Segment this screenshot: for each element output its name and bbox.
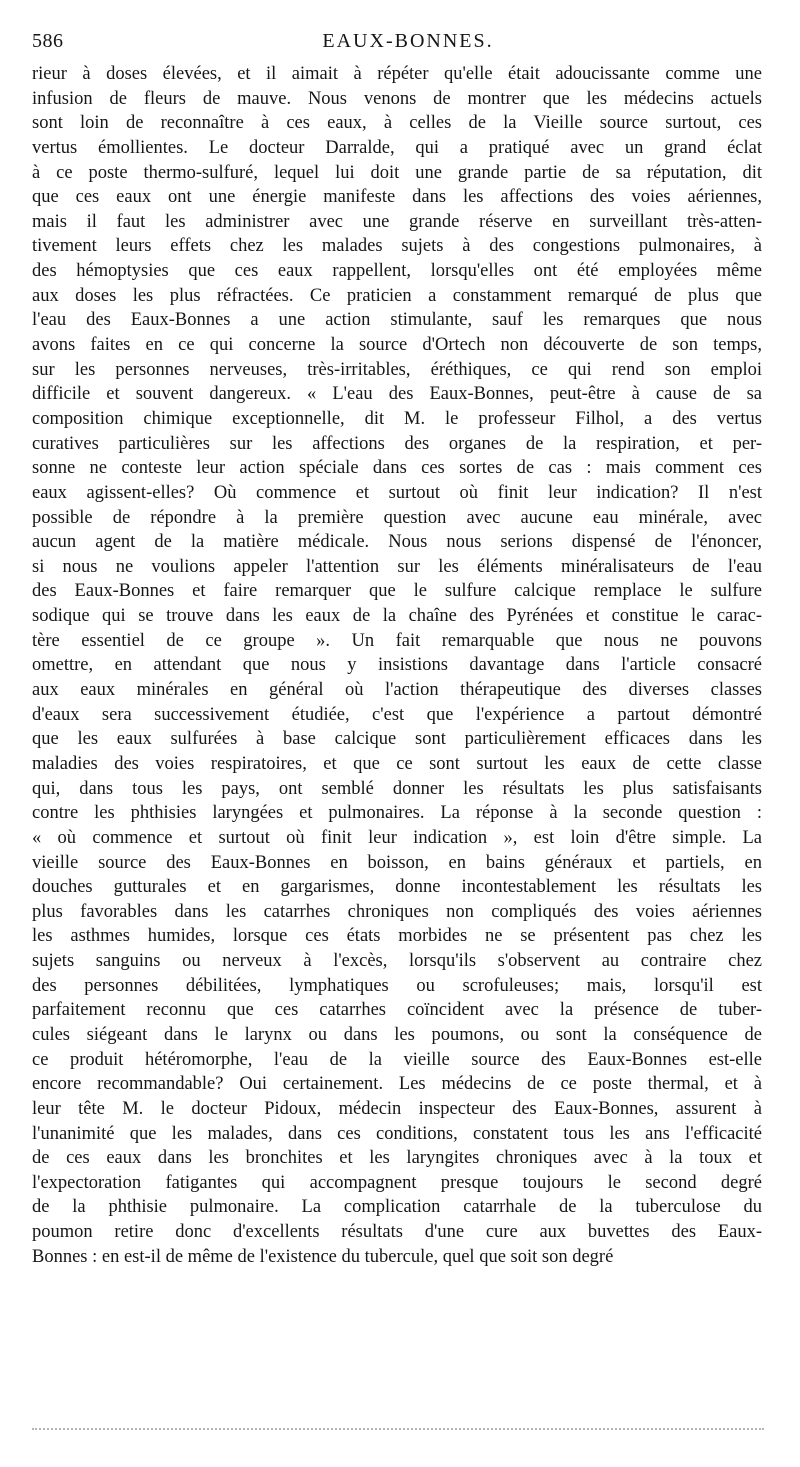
text-line: sujets sanguins ou nerveux à l'excès, lorsqu'ils s'observent au contraire chez (32, 951, 762, 972)
text-line: de la phthisie pulmonaire. La complication catarrhale de la tuberculose du (32, 1197, 762, 1218)
text-line: des hémoptysies que ces eaux rappellent, lorsqu'elles ont été employées même (32, 261, 762, 282)
text-line: que ces eaux ont une énergie manifeste dans les affections des voies aériennes, (32, 187, 762, 208)
text-line: avons faites en ce qui concerne la source d'Ortech non découverte de son temps, (32, 335, 762, 356)
text-line: maladies des voies respiratoires, et que ce sont surtout les eaux de cette classe (32, 753, 762, 774)
text-line: tère essentiel de ce groupe ». Un fait remarquable que nous ne pouvons (32, 630, 762, 651)
text-line: mais il faut les administrer avec une grande réserve en surveillant très-atten- (32, 211, 762, 232)
text-line: cules siégeant dans le larynx ou dans les poumons, ou sont la conséquence de (32, 1024, 762, 1045)
text-line: sodique qui se trouve dans les eaux de la chaîne des Pyrénées et constitue le carac- (32, 606, 762, 627)
text-line: que les eaux sulfurées à base calcique sont particulièrement efficaces dans les (32, 729, 762, 750)
body-text (32, 62, 762, 1269)
text-line: sont loin de reconnaître à ces eaux, à celles de la Vieille source surtout, ces (32, 113, 762, 134)
text-line: possible de répondre à la première question avec aucune eau minérale, avec (32, 507, 762, 528)
text-line: leur tête M. le docteur Pidoux, médecin inspecteur des Eaux-Bonnes, assurent à (32, 1098, 762, 1119)
text-line: difficile et souvent dangereux. « L'eau des Eaux-Bonnes, peut-être à cause de sa (32, 384, 762, 405)
running-head (32, 30, 764, 58)
text-line: rieur à doses élevées, et il aimait à répéter qu'elle était adoucissante comme une (32, 64, 762, 84)
text-line: si nous ne voulions appeler l'attention sur les éléments minéralisateurs de l'eau (32, 556, 762, 577)
text-line: l'unanimité que les malades, dans ces conditions, constatent tous les ans l'efficacité (32, 1123, 762, 1144)
text-line: douches gutturales et en gargarismes, donne incontestablement les résultats les (32, 877, 762, 898)
text-line: à ce poste thermo-sulfuré, lequel lui doit une grande partie de sa réputation, dit (32, 162, 762, 183)
text-line: Bonnes : en est-il de même de l'existence du tubercule, quel que soit son degré (32, 1246, 614, 1267)
text-line: parfaitement reconnu que ces catarrhes coïncident avec la présence de tuber- (32, 1000, 762, 1021)
text-line: omettre, en attendant que nous y insistions davantage dans l'article consacré (32, 655, 762, 676)
text-line: qui, dans tous les pays, ont semblé donner les résultats les plus satisfaisants (32, 778, 762, 799)
text-line: « où commence et surtout où finit leur indication », est loin d'être simple. La (32, 827, 762, 848)
text-line: les asthmes humides, lorsque ces états morbides ne se présentent pas chez les (32, 926, 762, 947)
text-line: contre les phthisies laryngées et pulmonaires. La réponse à la seconde question : (32, 803, 762, 824)
text-line: sonne ne conteste leur action spéciale dans ces sortes de cas : mais comment ces (32, 458, 762, 479)
text-line: sur les personnes nerveuses, très-irritables, éréthiques, ce qui rend son emploi (32, 359, 762, 380)
text-line: composition chimique exceptionnelle, dit M. le professeur Filhol, a des vertus (32, 408, 762, 429)
bleed-through-footer (32, 1428, 764, 1430)
text-line: des Eaux-Bonnes et faire remarquer que le sulfure calcique remplace le sulfure (32, 581, 762, 602)
text-line: l'expectoration fatigantes qui accompagnent presque toujours le second degré (32, 1172, 762, 1193)
text-line: de ces eaux dans les bronchites et les laryngites chroniques avec à la toux et (32, 1148, 762, 1169)
text-line: eaux agissent-elles? Où commence et surtout où finit leur indication? Il n'est (32, 482, 762, 503)
text-line: curatives particulières sur les affections des organes de la respiration, et per- (32, 433, 762, 454)
text-line: infusion de fleurs de mauve. Nous venons de montrer que les médecins actuels (32, 88, 762, 109)
text-line: des personnes débilitées, lymphatiques ou scrofuleuses; mais, lorsqu'il est (32, 975, 762, 996)
text-line: tivement leurs effets chez les malades sujets à des congestions pulmonaires, à (32, 236, 762, 257)
text-line: vieille source des Eaux-Bonnes en boisson, en bains généraux et partiels, en (32, 852, 762, 873)
text-line: plus favorables dans les catarrhes chroniques non compliqués des voies aériennes (32, 901, 762, 922)
text-line: d'eaux sera successivement étudiée, c'est que l'expérience a partout démontré (32, 704, 762, 725)
text-line: ce produit hétéromorphe, l'eau de la vieille source des Eaux-Bonnes est-elle (32, 1049, 762, 1070)
text-line: vertus émollientes. Le docteur Darralde, qui a pratiqué avec un grand éclat (32, 137, 762, 158)
page-number: 586 (32, 30, 64, 52)
text-line: poumon retire donc d'excellents résultats d'une cure aux buvettes des Eaux- (32, 1222, 762, 1243)
text-line: aucun agent de la matière médicale. Nous nous serions dispensé de l'énoncer, (32, 532, 762, 553)
text-line: encore recommandable? Oui certainement. Les médecins de ce poste thermal, et à (32, 1074, 762, 1095)
text-line: l'eau des Eaux-Bonnes a une action stimulante, sauf les remarques que nous (32, 310, 762, 331)
text-line: aux eaux minérales en général où l'action thérapeutique des diverses classes (32, 680, 762, 701)
running-title: EAUX-BONNES. (322, 30, 494, 52)
text-line: aux doses les plus réfractées. Ce praticien a constamment remarqué de plus que (32, 285, 762, 306)
